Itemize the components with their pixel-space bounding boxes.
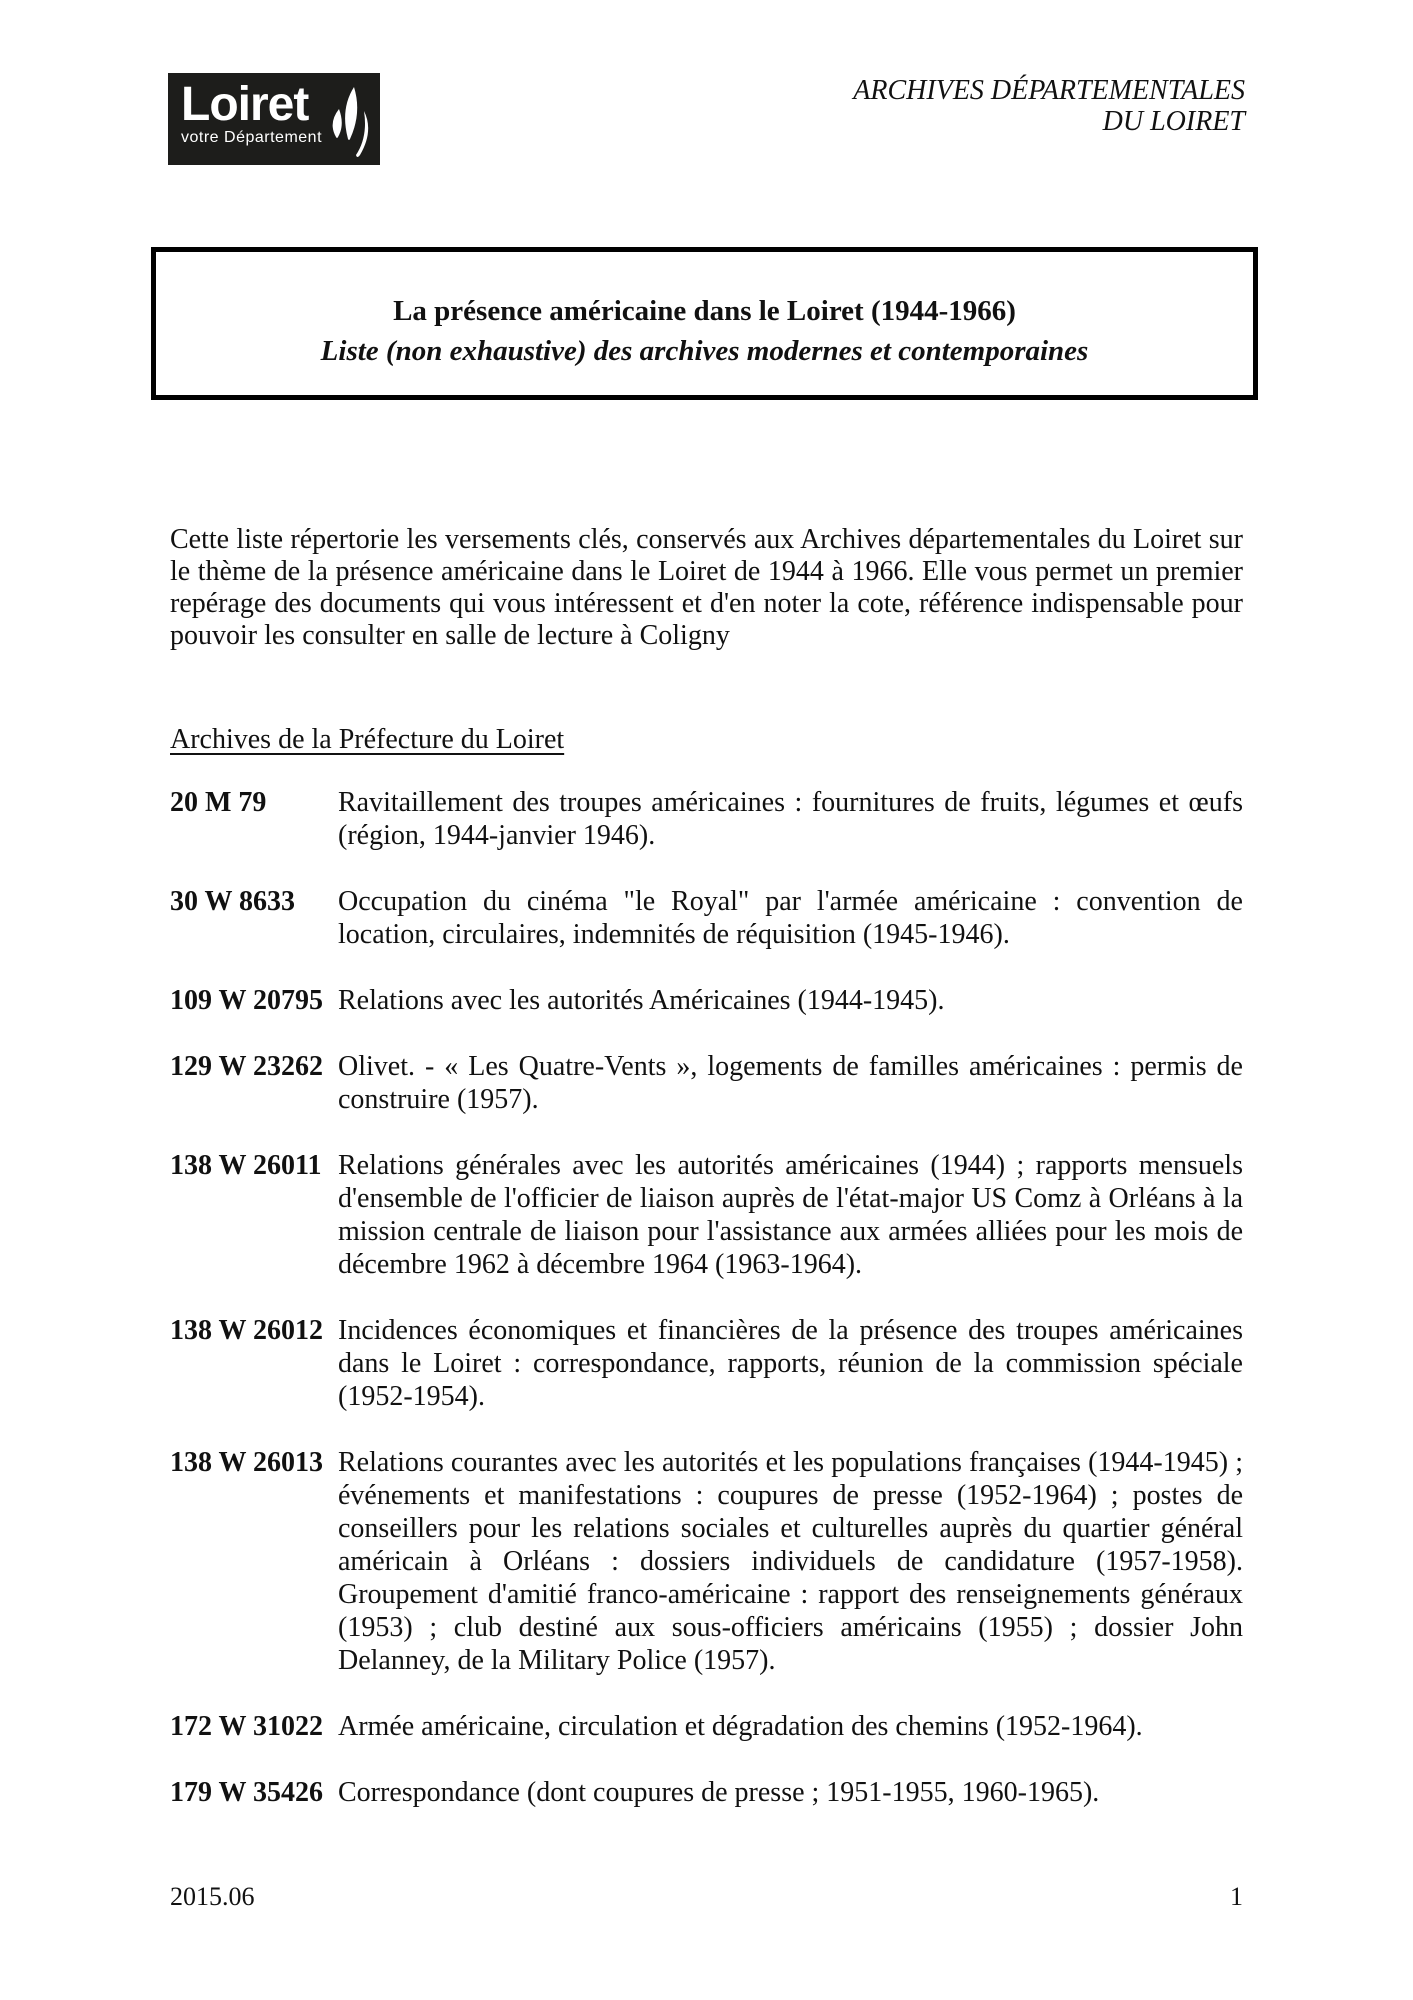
archive-description: Relations avec les autorités Américaines (1944-1945). [338, 985, 945, 1016]
page-header [168, 73, 1245, 165]
archive-description: Ravitaillement des troupes américaines : fournitures de fruits, légumes et œufs (région, 1944-janvier 1946). [338, 787, 1243, 851]
archive-description: Occupation du cinéma "le Royal" par l'armée américaine : convention de location, circulaires, indemnités de réquisition (1945-1946). [338, 886, 1243, 950]
archive-code: 129 W 23262 [170, 1051, 323, 1082]
archive-code: 138 W 26013 [170, 1447, 323, 1478]
archive-entry [170, 1776, 1243, 1809]
page-footer [170, 1882, 1243, 1912]
archive-entries-list [170, 786, 1243, 1842]
footer-date: 2015.06 [170, 1882, 255, 1911]
archive-description: Relations courantes avec les autorités et les populations françaises (1944-1945) ; événements et manifestations : coupures de presse (1952-1964) ; postes de conseillers pour les relations sociales et culturelles auprès du quartier général américain à Orléans : dossiers individuels de candidature (1957-1958). Groupement d'amitié franco-américaine : rapport des renseignements généraux (1953) ; club destiné aux sous-officiers américains (1955) ; dossier John Delanney, de la Military Police (1957). [338, 1447, 1243, 1676]
archive-entry [170, 1314, 1243, 1413]
archive-description: Olivet. - « Les Quatre-Vents », logements de familles américaines : permis de construire (1957). [338, 1051, 1243, 1115]
organization-line2: DU LOIRET [1102, 106, 1245, 137]
leaf-icon [326, 85, 370, 157]
intro-paragraph: Cette liste répertorie les versements clés, conservés aux Archives départementales du Loiret sur le thème de la présence américaine dans le Loiret de 1944 à 1966. Elle vous permet un premier repérage des documents qui vous intéressent et d'en noter la cote, référence indispensable pour pouvoir les consulter en salle de lecture à Coligny [170, 524, 1243, 651]
archive-code: 109 W 20795 [170, 985, 323, 1016]
archive-code: 179 W 35426 [170, 1777, 323, 1808]
archive-code: 172 W 31022 [170, 1711, 323, 1742]
archive-entry [170, 786, 1243, 852]
archive-code: 20 M 79 [170, 787, 267, 818]
archive-description: Correspondance (dont coupures de presse ; 1951-1955, 1960-1965). [338, 1777, 1100, 1808]
archive-entry [170, 1710, 1243, 1743]
archive-entry [170, 885, 1243, 951]
organization-line1: ARCHIVES DÉPARTEMENTALES [853, 75, 1245, 106]
archive-code: 30 W 8633 [170, 886, 295, 917]
archive-description: Relations générales avec les autorités américaines (1944) ; rapports mensuels d'ensemble de l'officier de liaison auprès de l'état-major US Comz à Orléans à la mission centrale de liaison pour l'assistance aux armées alliées pour les mois de décembre 1962 à décembre 1964 (1963-1964). [338, 1150, 1243, 1280]
archive-entry [170, 1050, 1243, 1116]
organization-name [853, 73, 1245, 137]
archive-entry [170, 1149, 1243, 1281]
document-subtitle: Liste (non exhaustive) des archives modernes et contemporaines [320, 334, 1089, 367]
archive-code: 138 W 26011 [170, 1150, 322, 1181]
archive-description: Armée américaine, circulation et dégradation des chemins (1952-1964). [338, 1711, 1143, 1742]
title-box [151, 247, 1258, 400]
archive-entry [170, 984, 1243, 1017]
archive-entry [170, 1446, 1243, 1677]
logo-wordmark: Loiret [181, 78, 309, 131]
section-heading: Archives de la Préfecture du Loiret [170, 724, 565, 755]
document-title: La présence américaine dans le Loiret (1944-1966) [393, 294, 1016, 327]
archive-code: 138 W 26012 [170, 1315, 323, 1346]
archive-description: Incidences économiques et financières de la présence des troupes américaines dans le Loiret : correspondance, rapports, réunion de la commission spéciale (1952-1954). [338, 1315, 1243, 1412]
loiret-logo [168, 73, 380, 165]
logo-subtitle: votre Département [181, 129, 323, 146]
footer-page-number: 1 [1230, 1882, 1243, 1911]
